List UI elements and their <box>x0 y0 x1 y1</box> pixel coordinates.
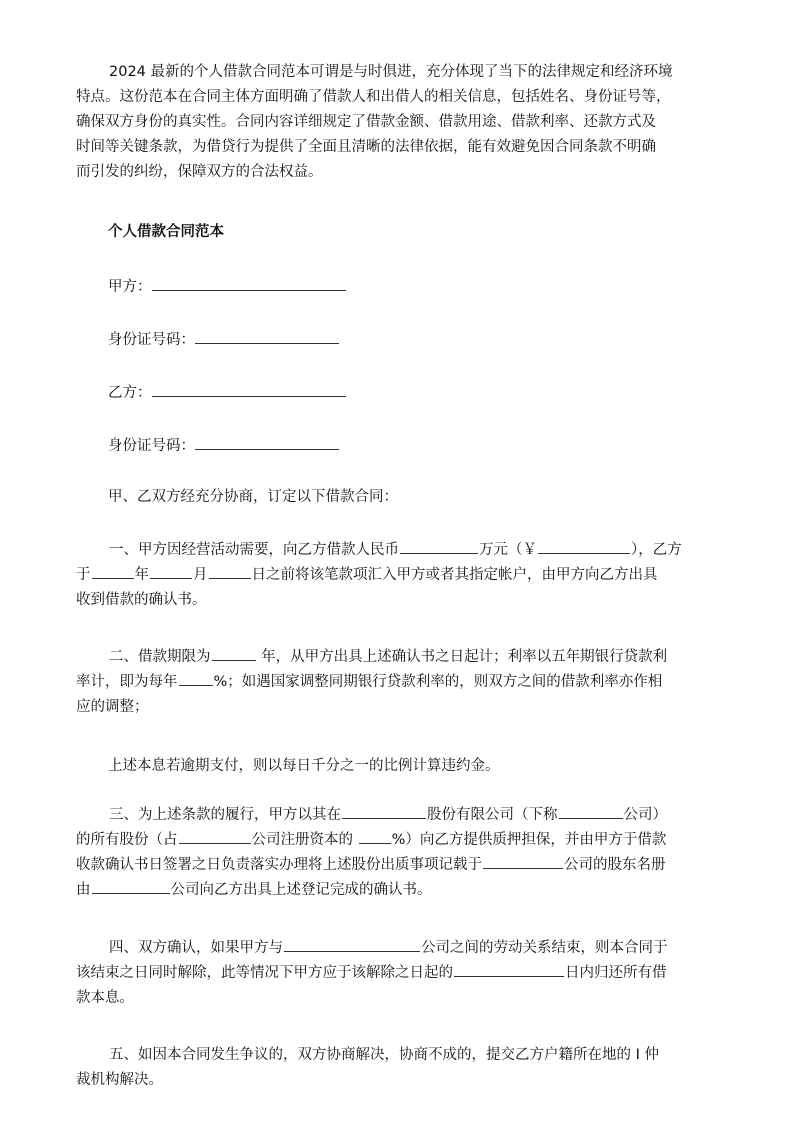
party-b-label: 乙方： <box>108 385 152 401</box>
clause-2-text: %；如遇国家调整同期银行贷款利率的，则双方之间的借款利率亦作相 <box>213 674 663 690</box>
party-a-label: 甲方： <box>108 279 152 295</box>
clause-5-line: 五、如因本合同发生争议的，双方协商解决，协商不成的，提交乙方户籍所在地的 I 仲 <box>109 1047 659 1063</box>
intro-line: 确保双方身份的真实性。合同内容详细规定了借款金额、借款用途、借款利率、还款方式及 <box>76 114 656 130</box>
share-company-blank <box>179 829 251 844</box>
intro-line: 2024 最新的个人借款合同范本可谓是与时俱进，充分体现了当下的法律规定和经济环境 <box>109 64 673 80</box>
party-a-blank <box>152 274 346 291</box>
intro-line: 特点。这份范本在合同主体方面明确了借款人和出借人的相关信息，包括姓名、身份证号等， <box>76 89 671 105</box>
clause-4 <box>76 936 726 1011</box>
party-a-field <box>108 274 346 298</box>
term-blank <box>212 646 256 661</box>
clause-4-text: 四、双方确认，如果甲方与 <box>109 940 283 956</box>
clause-2-text: 年，从甲方出具上述确认书之日起计；利率以五年期银行贷款利 <box>256 649 668 665</box>
clause-5 <box>76 1043 726 1093</box>
party-a-id-label: 身份证号码： <box>108 332 195 348</box>
clause-3-text: %）向乙方提供质押担保，并由甲方于借款 <box>391 832 667 848</box>
issuer-company-blank <box>92 879 170 894</box>
clause-1-line: 收到借款的确认书。 <box>76 592 207 608</box>
clause-4-text: 该结束之日同时解除，此等情况下甲方应于该解除之日起的 <box>76 965 453 981</box>
clause-3-text: 的所有股份（占 <box>76 832 178 848</box>
clause-3-text: 公司） <box>623 807 667 823</box>
company-blank <box>342 804 426 819</box>
clause-4-text: 公司之间的劳动关系结束，则本合同于 <box>421 940 668 956</box>
clause-3 <box>76 803 726 903</box>
clause-3-line <box>76 828 726 853</box>
clause-4-line <box>76 961 726 986</box>
party-b-id-label: 身份证号码： <box>108 438 195 454</box>
amount-figure-blank <box>538 539 630 554</box>
penalty-statement: 上述本息若逾期支付，则以每日千分之一的比例计算违约金。 <box>108 758 500 774</box>
clause-3-text: 收款确认书日签署之日负责落实办理将上述股份出质事项记载于 <box>76 857 482 873</box>
contract-title: 个人借款合同范本 <box>108 224 224 240</box>
month-blank <box>150 564 192 579</box>
clause-1-text: 于 <box>76 567 91 583</box>
clause-4-line: 款本息。 <box>76 990 134 1006</box>
clause-1-text: 万元（￥ <box>479 542 537 558</box>
clause-3-text: 公司注册资本的 <box>251 832 358 848</box>
party-a-id-blank <box>195 327 339 344</box>
repay-days-blank <box>454 962 564 977</box>
amount-blank <box>400 539 478 554</box>
year-blank <box>92 564 134 579</box>
party-b-id-blank <box>195 433 339 450</box>
clause-1-line <box>76 563 726 588</box>
clause-5-line: 裁机构解决。 <box>76 1072 163 1088</box>
clause-3-line <box>76 853 726 878</box>
clause-3-text: 三、为上述条款的履行，甲方以其在 <box>109 807 341 823</box>
intro-line: 而引发的纠纷，保障双方的合法权益。 <box>76 164 323 180</box>
clause-2-text: 二、借款期限为 <box>109 649 211 665</box>
clause-3-text: 由 <box>76 882 91 898</box>
clause-1-text: ），乙方 <box>631 542 682 558</box>
party-a-id-field <box>108 327 339 351</box>
share-percent-blank <box>359 829 391 844</box>
intro-paragraph <box>76 60 726 185</box>
clause-3-text: 股份有限公司（下称 <box>427 807 558 823</box>
clause-1-text: 年 <box>134 567 149 583</box>
register-company-blank <box>483 854 563 869</box>
clause-1-text: 月 <box>193 567 208 583</box>
clause-4-text: 日内归还所有借 <box>565 965 667 981</box>
party-b-blank <box>152 380 346 397</box>
party-b-id-field <box>108 433 339 457</box>
clause-1-line <box>76 538 726 563</box>
clause-3-line <box>76 878 726 903</box>
clause-2-line <box>76 670 726 695</box>
employer-blank <box>284 937 420 952</box>
clause-3-line <box>76 803 726 828</box>
day-blank <box>209 564 251 579</box>
clause-3-text: 公司向乙方出具上述登记完成的确认书。 <box>170 882 432 898</box>
agreement-statement: 甲、乙双方经充分协商，订定以下借款合同： <box>108 489 398 505</box>
clause-2-line: 应的调整； <box>76 699 149 715</box>
clause-2-line <box>76 645 726 670</box>
clause-1-text: 日之前将该笔款项汇入甲方或者其指定帐户，由甲方向乙方出具 <box>251 567 658 583</box>
clause-1 <box>76 538 726 613</box>
party-b-field <box>108 380 346 404</box>
rate-blank <box>179 671 213 686</box>
clause-4-line <box>76 936 726 961</box>
intro-line: 时间等关键条款，为借贷行为提供了全面且清晰的法律依据，能有效避免因合同条款不明确 <box>76 139 656 155</box>
clause-3-text: 公司的股东名册 <box>564 857 666 873</box>
clause-1-text: 一、甲方因经营活动需要，向乙方借款人民币 <box>109 542 399 558</box>
clause-2-text: 率计，即为每年 <box>76 674 178 690</box>
clause-2 <box>76 645 726 720</box>
company-short-blank <box>559 804 623 819</box>
